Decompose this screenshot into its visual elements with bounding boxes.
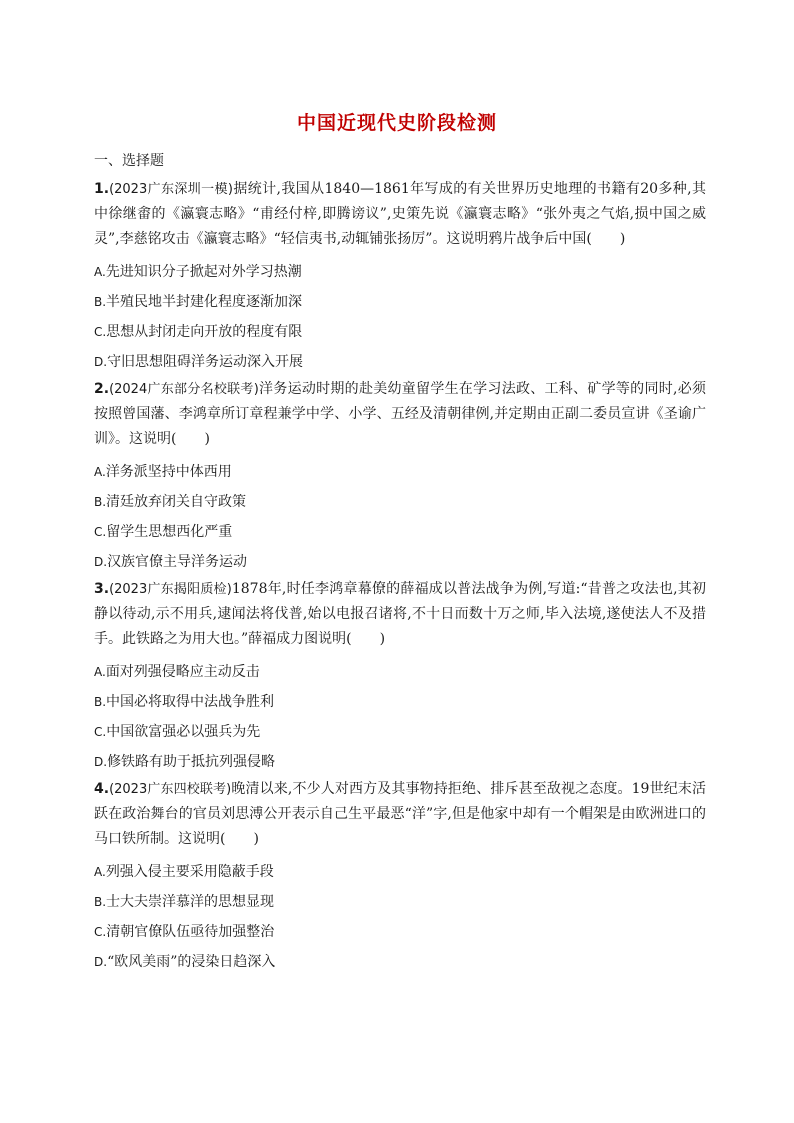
question-number: 3. (94, 581, 110, 597)
option-text: 留学生思想西化严重 (106, 524, 233, 540)
option-letter: B. (94, 295, 107, 309)
question-4 (94, 777, 706, 977)
question-source: (2023广东四校联考) (109, 782, 232, 797)
option-text: 守旧思想阻碍洋务运动深入开展 (107, 354, 304, 370)
answer-option (94, 517, 706, 547)
question-source: (2023广东深圳一模) (109, 182, 233, 197)
question-stem (94, 577, 706, 652)
option-text: 中国必将取得中法战争胜利 (106, 694, 275, 710)
question-source: (2023广东揭阳质检) (109, 582, 232, 597)
answer-option (94, 687, 706, 717)
option-letter: C. (94, 325, 107, 339)
option-letter: B. (94, 495, 107, 509)
option-text: 修铁路有助于抵抗列强侵略 (107, 754, 276, 770)
answer-option (94, 917, 706, 947)
answer-option (94, 317, 706, 347)
option-text: 半殖民地半封建化程度逐渐加深 (106, 294, 303, 310)
answer-option (94, 347, 706, 377)
option-text: 士大夫崇洋慕洋的思想显现 (106, 894, 275, 910)
option-letter: C. (94, 725, 107, 739)
option-text: 汉族官僚主导洋务运动 (107, 554, 248, 570)
answer-option (94, 487, 706, 517)
option-letter: D. (94, 955, 108, 969)
question-3 (94, 577, 706, 777)
option-text: 洋务派坚持中体西用 (105, 464, 232, 480)
option-text: 先进知识分子掀起对外学习热潮 (105, 264, 302, 280)
page-title: 中国近现代史阶段检测 (296, 112, 497, 134)
option-letter: D. (94, 555, 108, 569)
question-source: (2024广东部分名校联考) (109, 382, 259, 397)
question-stem (94, 377, 706, 452)
option-text: 列强入侵主要采用隐蔽手段 (105, 864, 274, 880)
option-letter: A. (94, 665, 106, 679)
answer-option (94, 287, 706, 317)
option-letter: D. (94, 755, 108, 769)
question-1 (94, 177, 706, 377)
answer-option (94, 947, 706, 977)
option-letter: D. (94, 355, 108, 369)
question-number: 2. (94, 381, 110, 397)
answer-option (94, 657, 706, 687)
option-letter: A. (94, 865, 106, 879)
answer-option (94, 257, 706, 287)
question-list (94, 177, 706, 977)
answer-option (94, 457, 706, 487)
option-text: 清廷放弃闭关自守政策 (106, 494, 247, 510)
question-stem (94, 177, 706, 252)
answer-option (94, 547, 706, 577)
option-text: 思想从封闭走向开放的程度有限 (106, 324, 303, 340)
option-text: 面对列强侵略应主动反击 (105, 664, 260, 680)
option-letter: C. (94, 525, 107, 539)
question-text: 1878年,时任李鸿章幕僚的薛福成以普法战争为例,写道:“昔普之攻法也,其初静以待动,示不用兵,逮闻法将伐普,始以电报召诸将,不十日而数十万之师,毕入法境,遂使法人不及措手。此铁路之为用大也。”薛福成力图说明( ) (94, 581, 706, 647)
question-number: 4. (94, 781, 110, 797)
answer-option (94, 717, 706, 747)
question-2 (94, 377, 706, 577)
question-text: 晚清以来,不少人对西方及其事物持拒绝、排斥甚至敌视之态度。19世纪末活跃在政治舞台的官员刘思溥公开表示自己生平最恶“洋”字,但是他家中却有一个帽架是由欧洲进口的马口铁所制。这说明( ) (94, 781, 706, 847)
section-heading: 一、选择题 (94, 153, 164, 169)
option-text: 中国欲富强必以强兵为先 (106, 724, 261, 740)
answer-option (94, 887, 706, 917)
question-text: 洋务运动时期的赴美幼童留学生在学习法政、工科、矿学等的同时,必须按照曾国藩、李鸿章所订章程兼学中学、小学、五经及清朝律例,并定期由正副二委员宣讲《圣谕广训》。这说明( ) (94, 381, 706, 447)
answer-option (94, 857, 706, 887)
question-text: 据统计,我国从1840—1861年写成的有关世界历史地理的书籍有20多种,其中徐继畬的《瀛寰志略》“甫经付梓,即腾谤议”,史策先说《瀛寰志略》“张外夷之气焰,损中国之威灵”,李慈铭攻击《瀛寰志略》“轻信夷书,动辄铺张扬厉”。这说明鸦片战争后中国( ) (94, 181, 706, 247)
option-text: 清朝官僚队伍亟待加强整治 (106, 924, 275, 940)
option-text: “欧风美雨”的浸染日趋深入 (107, 954, 276, 970)
option-letter: C. (94, 925, 107, 939)
option-letter: B. (94, 695, 107, 709)
question-number: 1. (94, 181, 110, 197)
option-letter: B. (94, 895, 107, 909)
answer-option (94, 747, 706, 777)
option-letter: A. (94, 465, 106, 479)
question-stem (94, 777, 706, 852)
option-letter: A. (94, 265, 106, 279)
